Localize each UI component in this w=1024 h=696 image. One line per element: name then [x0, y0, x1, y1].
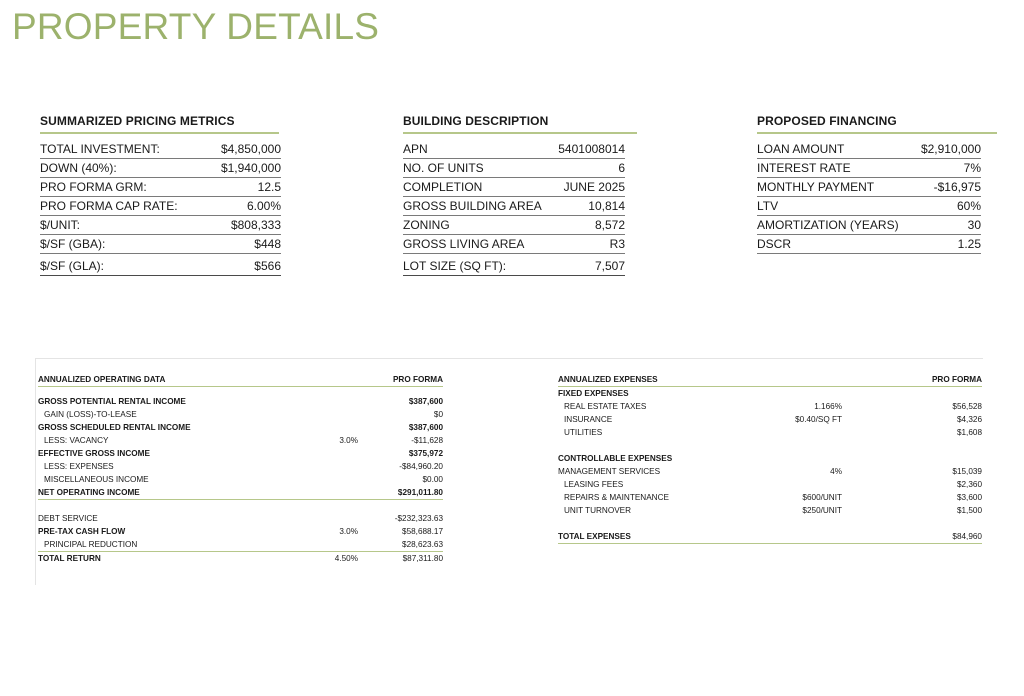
- section-heading: [558, 387, 982, 400]
- operating-col-header: PRO FORMA: [392, 375, 443, 384]
- table-row: [40, 236, 281, 254]
- row-value: $0.00: [422, 475, 443, 484]
- controllable-expenses-heading: CONTROLLABLE EXPENSES: [558, 454, 673, 463]
- row-value: 6.00%: [246, 199, 281, 213]
- row-label: DOWN (40%):: [40, 161, 117, 175]
- table-row: [558, 465, 982, 478]
- table-header-row: [38, 374, 443, 387]
- row-value: $1,500: [956, 506, 982, 515]
- table-row: [558, 426, 982, 439]
- table-row: [558, 400, 982, 413]
- building-description-table: [403, 114, 637, 276]
- table-header-row: [558, 374, 982, 387]
- row-value: $448: [254, 237, 281, 251]
- row-label: INSURANCE: [564, 415, 613, 424]
- row-value: $87,311.80: [402, 554, 443, 563]
- row-label: UTILITIES: [564, 428, 603, 437]
- table-row: [40, 179, 281, 197]
- row-label: PRE-TAX CASH FLOW: [38, 527, 126, 536]
- row-value: $2,360: [956, 480, 982, 489]
- table-row: [403, 198, 625, 216]
- page-title: PROPERTY DETAILS: [12, 6, 380, 47]
- row-label: $/SF (GBA):: [40, 237, 106, 251]
- row-value: $0: [433, 410, 443, 419]
- row-label: PRINCIPAL REDUCTION: [44, 540, 138, 549]
- expenses-col-header: PRO FORMA: [931, 375, 982, 384]
- row-mid: $0.40/SQ FT: [795, 415, 842, 424]
- row-value: $4,326: [956, 415, 982, 424]
- row-value: -$232,323.63: [394, 514, 443, 523]
- fixed-expenses-heading: FIXED EXPENSES: [558, 389, 629, 398]
- row-label: LESS: EXPENSES: [44, 462, 114, 471]
- row-label: GROSS POTENTIAL RENTAL INCOME: [38, 397, 186, 406]
- table-row: [40, 256, 281, 276]
- table-row: [757, 160, 981, 178]
- table-row: [38, 512, 443, 525]
- table-row: [558, 413, 982, 426]
- row-value: 12.5: [257, 180, 281, 194]
- table-row: [40, 160, 281, 178]
- row-value: $58,688.17: [402, 527, 443, 536]
- row-label: TOTAL INVESTMENT:: [40, 142, 160, 156]
- table-row: [757, 198, 981, 216]
- row-label: ZONING: [403, 218, 450, 232]
- row-label: DSCR: [757, 237, 792, 251]
- total-expenses-row: [558, 530, 982, 544]
- row-label: LOAN AMOUNT: [757, 142, 845, 156]
- table-row: [40, 141, 281, 159]
- table-row: [38, 460, 443, 473]
- row-label: AMORTIZATION (YEARS): [757, 218, 899, 232]
- row-value: -$84,960.20: [399, 462, 443, 471]
- row-label: APN: [403, 142, 428, 156]
- table-row: [403, 160, 625, 178]
- row-label: MONTHLY PAYMENT: [757, 180, 875, 194]
- row-label: REPAIRS & MAINTENANCE: [564, 493, 669, 502]
- row-label: GROSS LIVING AREA: [403, 237, 525, 251]
- row-label: INTEREST RATE: [757, 161, 851, 175]
- table-row: [558, 491, 982, 504]
- row-value: $375,972: [408, 449, 443, 458]
- row-value: $28,623.63: [402, 540, 443, 549]
- proposed-financing-table: [757, 114, 997, 254]
- row-mid: 4%: [830, 467, 842, 476]
- row-label: PRO FORMA GRM:: [40, 180, 147, 194]
- row-label: LTV: [757, 199, 779, 213]
- row-value: $84,960: [952, 532, 982, 541]
- table-row: [558, 504, 982, 517]
- table-row: [757, 236, 981, 254]
- row-value: 30: [967, 218, 981, 232]
- row-label: PRO FORMA CAP RATE:: [40, 199, 178, 213]
- row-label: COMPLETION: [403, 180, 483, 194]
- table-row: [38, 486, 443, 500]
- row-label: REAL ESTATE TAXES: [564, 402, 647, 411]
- table-row: [403, 217, 625, 235]
- annualized-operating-data-table: [38, 359, 443, 565]
- building-description-heading: BUILDING DESCRIPTION: [403, 114, 637, 134]
- table-row: [38, 447, 443, 460]
- row-label: LESS: VACANCY: [44, 436, 109, 445]
- row-mid: 3.0%: [339, 436, 358, 445]
- pricing-metrics-table: [40, 114, 279, 276]
- row-value: $56,528: [952, 402, 982, 411]
- table-row: [38, 434, 443, 447]
- row-value: $566: [254, 259, 281, 273]
- row-label: TOTAL EXPENSES: [558, 532, 631, 541]
- row-value: $1,940,000: [220, 161, 281, 175]
- row-label: GROSS BUILDING AREA: [403, 199, 542, 213]
- row-label: TOTAL RETURN: [38, 554, 101, 563]
- table-row: [403, 179, 625, 197]
- row-value: R3: [609, 237, 625, 251]
- row-mid: $250/UNIT: [802, 506, 842, 515]
- row-value: $4,850,000: [220, 142, 281, 156]
- row-value: $1,608: [956, 428, 982, 437]
- row-value: -$11,628: [411, 436, 443, 445]
- row-label: EFFECTIVE GROSS INCOME: [38, 449, 150, 458]
- row-value: $291,011.80: [397, 488, 443, 497]
- table-row: [38, 395, 443, 408]
- annualized-expenses-table: [558, 359, 982, 544]
- row-label: NO. OF UNITS: [403, 161, 484, 175]
- pricing-metrics-heading: SUMMARIZED PRICING METRICS: [40, 114, 279, 134]
- row-value: $387,600: [408, 397, 443, 406]
- row-mid: $600/UNIT: [802, 493, 842, 502]
- row-value: JUNE 2025: [563, 180, 625, 194]
- table-row: [38, 538, 443, 552]
- row-label: MANAGEMENT SERVICES: [558, 467, 661, 476]
- table-row: [40, 198, 281, 216]
- table-row: [558, 478, 982, 491]
- table-row: [38, 473, 443, 486]
- table-row: [757, 141, 981, 159]
- expenses-heading: ANNUALIZED EXPENSES: [558, 375, 658, 384]
- row-mid: 3.0%: [339, 527, 358, 536]
- row-label: GAIN (LOSS)-TO-LEASE: [44, 410, 137, 419]
- row-value: 7%: [963, 161, 981, 175]
- row-value: 5401008014: [558, 142, 625, 156]
- row-value: $2,910,000: [920, 142, 981, 156]
- operating-heading: ANNUALIZED OPERATING DATA: [38, 375, 166, 384]
- row-value: 60%: [956, 199, 981, 213]
- table-row: [403, 236, 625, 254]
- table-row: [757, 179, 981, 197]
- row-label: DEBT SERVICE: [38, 514, 98, 523]
- row-label: GROSS SCHEDULED RENTAL INCOME: [38, 423, 191, 432]
- table-row: [38, 421, 443, 434]
- row-label: NET OPERATING INCOME: [38, 488, 140, 497]
- row-value: -$16,975: [933, 180, 981, 194]
- proposed-financing-heading: PROPOSED FINANCING: [757, 114, 997, 134]
- row-value: $15,039: [952, 467, 982, 476]
- table-row: [403, 141, 625, 159]
- row-label: LOT SIZE (SQ FT):: [403, 259, 507, 273]
- row-value: 7,507: [594, 259, 625, 273]
- row-label: $/SF (GLA):: [40, 259, 105, 273]
- row-label: $/UNIT:: [40, 218, 81, 232]
- table-row: [40, 217, 281, 235]
- row-label: MISCELLANEOUS INCOME: [44, 475, 149, 484]
- table-row: [403, 256, 625, 276]
- row-mid: 4.50%: [334, 554, 358, 563]
- row-value: 10,814: [588, 199, 625, 213]
- row-mid: 1.166%: [814, 402, 842, 411]
- row-value: 8,572: [594, 218, 625, 232]
- row-label: UNIT TURNOVER: [564, 506, 632, 515]
- table-row: [38, 408, 443, 421]
- row-label: LEASING FEES: [564, 480, 624, 489]
- operating-expenses-frame: [35, 358, 983, 585]
- row-value: $808,333: [230, 218, 281, 232]
- table-row: [757, 217, 981, 235]
- row-value: $387,600: [408, 423, 443, 432]
- table-row: [38, 552, 443, 565]
- table-row: [38, 525, 443, 538]
- row-value: 6: [618, 161, 625, 175]
- section-heading: [558, 452, 982, 465]
- row-value: 1.25: [957, 237, 981, 251]
- row-value: $3,600: [956, 493, 982, 502]
